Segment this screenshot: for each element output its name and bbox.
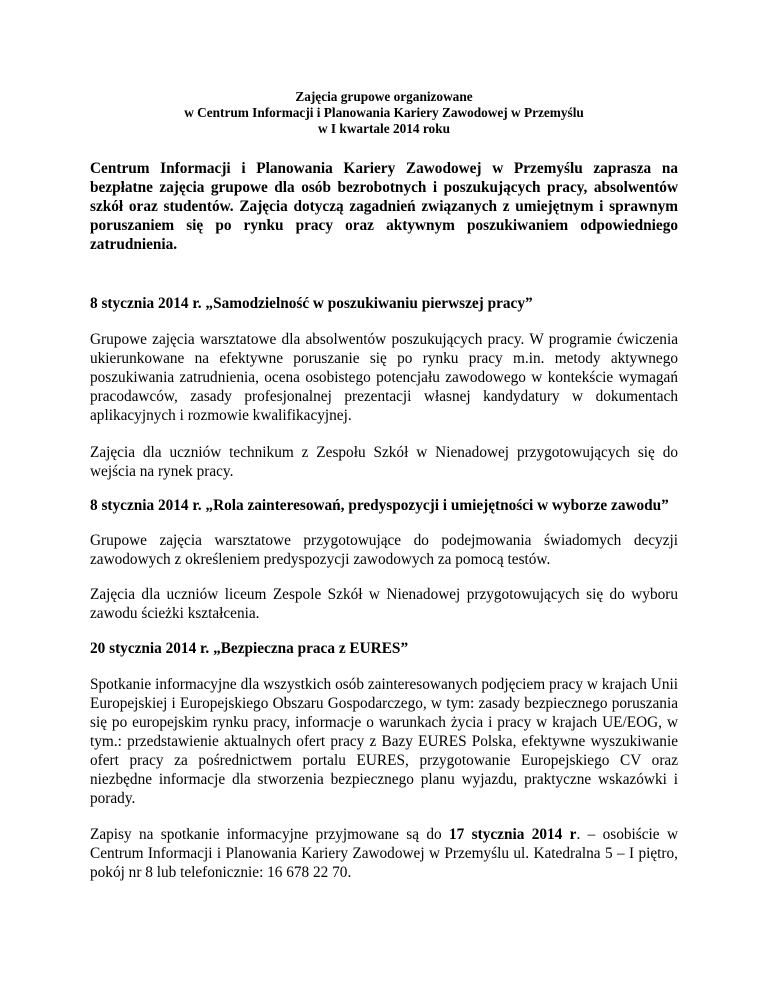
closing-text-before: Zapisy na spotkanie informacyjne przyjmowane są do [90, 826, 450, 843]
section-3-paragraph-1: Spotkanie informacyjne dla wszystkich osób zainteresowanych podjęciem pracy w krajach Unii Europejskiej i Europejskiego Obszaru Gospodarczego, w tym: zasady bezpiecznego poruszania się po europejskim rynku pracy, informacje o warunkach życia i pracy w krajach UE/EOG, w tym.: przedstawienie aktualnych ofert pracy z Bazy EURES Polska, efektywne wyszukiwanie ofert pracy za pośrednictwem portalu EURES, przygotowanie Europejskiego CV oraz niezbędne informacje dla stworzenia bezpiecznego planu wyjazdu, praktyczne wskazówki i porady. [90, 676, 678, 807]
document-title [90, 89, 678, 137]
section-3-heading: 20 stycznia 2014 r. „Bezpieczna praca z EURES” [90, 640, 409, 657]
registration-deadline: 17 stycznia 2014 r [449, 826, 577, 843]
closing-paragraph [90, 825, 678, 882]
section-2-paragraph-1: Grupowe zajęcia warsztatowe przygotowujące do podejmowania świadomych decyzji zawodowych z określeniem predyspozycji zawodowych za pomocą testów. [90, 532, 678, 568]
section-1-paragraph-2: Zajęcia dla uczniów technikum z Zespołu Szkół w Nienadowej przygotowujących się do wejścia na rynek pracy. [90, 444, 678, 480]
section-3 [90, 639, 678, 808]
title-line-1: Zajęcia grupowe organizowane [295, 89, 473, 104]
closing-text-after: . – osobiście w Centrum Informacji i Planowania Kariery Zawodowej w Przemyślu ul. Katedralna 5 – I piętro, pokój nr 8 lub telefonicznie: 16 678 22 70. [90, 826, 678, 881]
section-2-paragraph-2: Zajęcia dla uczniów liceum Zespole Szkół w Nienadowej przygotowujących się do wyboru zawodu ścieżki kształcenia. [90, 586, 678, 622]
section-2-heading: 8 stycznia 2014 r. „Rola zainteresowań, predyspozycji i umiejętności w wyborze zawodu” [90, 497, 669, 514]
section-1-heading: 8 stycznia 2014 r. „Samodzielność w poszukiwaniu pierwszej pracy” [90, 295, 533, 312]
section-2 [90, 496, 678, 623]
section-1-paragraph-1: Grupowe zajęcia warsztatowe dla absolwentów poszukujących pracy. W programie ćwiczenia ukierunkowane na efektywne poruszanie się po rynku pracy m.in. metody aktywnego poszukiwania zatrudnienia, ocena osobistego potencjału zawodowego w kontekście wymagań pracodawców, zasady profesjonalnej prezentacji własnej kandydatury w dokumentach aplikacyjnych i rozmowie kwalifikacyjnej. [90, 331, 678, 424]
document-page [90, 0, 678, 882]
title-line-3: w I kwartale 2014 roku [318, 121, 450, 136]
section-1 [90, 294, 678, 481]
intro-paragraph: Centrum Informacji i Planowania Kariery Zawodowej w Przemyślu zaprasza na bezpłatne zajęcia grupowe dla osób bezrobotnych i poszukujących pracy, absolwentów szkół oraz studentów. Zajęcia dotyczą zagadnień związanych z umiejętnym i sprawnym poruszaniem się po rynku pracy oraz aktywnym poszukiwaniem odpowiedniego zatrudnienia. [90, 160, 678, 253]
title-line-2: w Centrum Informacji i Planowania Kariery Zawodowej w Przemyślu [184, 105, 584, 120]
